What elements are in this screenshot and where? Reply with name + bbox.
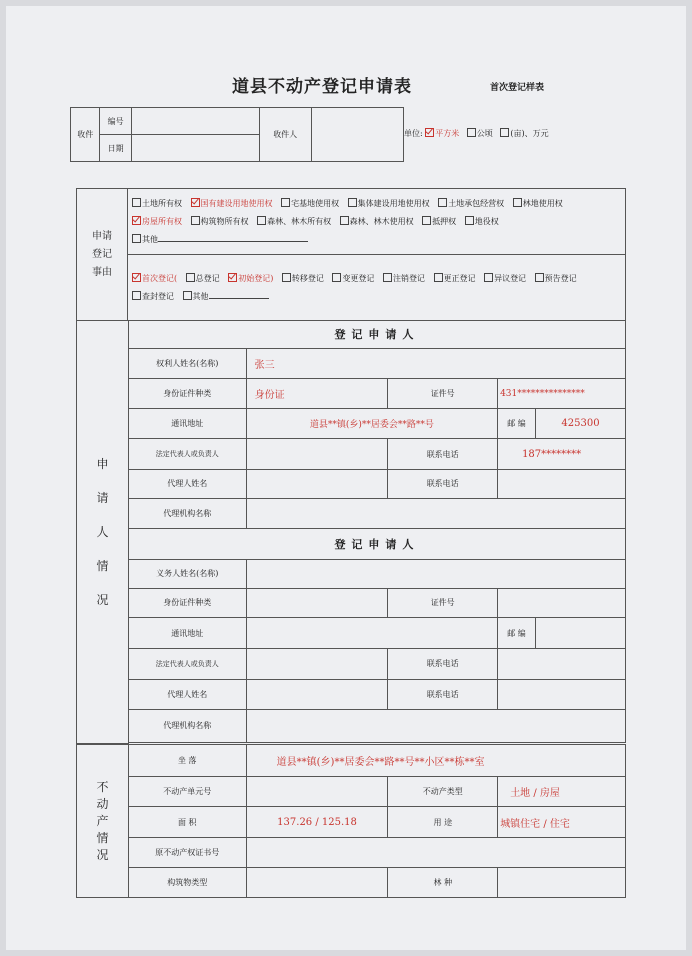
address-field[interactable]: 道县**镇(乡)**居委会**路**号 xyxy=(246,408,497,439)
checkbox-icon xyxy=(467,128,476,137)
right-option[interactable]: 土地所有权 xyxy=(132,199,182,208)
type-option[interactable]: 首次登记( xyxy=(132,274,177,283)
postcode-label: 邮 编 xyxy=(498,408,536,439)
form-title: 道县不动产登记申请表 xyxy=(232,77,412,97)
form-subtitle: 首次登记样表 xyxy=(490,83,545,93)
checkbox-icon xyxy=(422,216,431,225)
id-type-label: 身份证件种类 xyxy=(128,379,246,409)
phone-field[interactable]: 187******** xyxy=(498,439,626,470)
checkbox-icon xyxy=(383,273,392,282)
right-option[interactable]: 宅基地使用权 xyxy=(281,199,339,208)
checkbox-checked-icon xyxy=(132,216,141,225)
checkbox-checked-icon xyxy=(132,273,141,282)
agent-phone-label: 联系电话 xyxy=(388,470,498,499)
forest-type-label: 林 种 xyxy=(388,868,498,898)
property-side-label: 不 动 产 情 况 xyxy=(77,745,129,898)
checkbox-icon xyxy=(465,216,474,225)
checkbox-icon xyxy=(500,128,509,137)
type-option[interactable]: 异议登记 xyxy=(484,274,526,283)
type-option[interactable]: 初始登记) xyxy=(228,274,273,283)
area-label: 面 积 xyxy=(128,807,246,838)
registration-matters-table xyxy=(76,188,626,321)
obligor-name-field[interactable] xyxy=(246,560,625,589)
receiver-label: 收件人 xyxy=(259,108,311,162)
type-option[interactable]: 转移登记 xyxy=(282,274,324,283)
checkbox-checked-icon xyxy=(425,128,434,137)
agent-phone-field-2[interactable] xyxy=(498,679,626,710)
checkbox-icon xyxy=(183,291,192,300)
registration-type-options xyxy=(128,255,626,321)
agency-name-label-2: 代理机构名称 xyxy=(128,710,246,743)
checkbox-icon xyxy=(438,198,447,207)
checkbox-icon xyxy=(186,273,195,282)
matters-label: 申请 登记 事由 xyxy=(77,189,128,321)
type-option[interactable]: 变更登记 xyxy=(332,274,374,283)
original-cert-label: 原不动产权证书号 xyxy=(128,838,246,868)
applicant-table xyxy=(76,320,626,744)
obligor-name-label: 义务人姓名(名称) xyxy=(128,560,246,589)
id-number-label-2: 证件号 xyxy=(388,588,498,618)
address-field-2[interactable] xyxy=(246,618,497,649)
area-field[interactable]: 137.26 / 125.18 xyxy=(246,807,388,838)
unit-option-mu[interactable]: (亩)、万元 xyxy=(500,129,548,138)
property-type-label: 不动产类型 xyxy=(388,777,498,807)
checkbox-icon xyxy=(132,291,141,300)
use-label: 用 途 xyxy=(388,807,498,838)
use-field[interactable]: 城镇住宅 / 住宅 xyxy=(498,807,626,838)
receipt-box xyxy=(70,107,404,162)
agent-name-label: 代理人姓名 xyxy=(128,470,246,499)
receipt-label: 收件 xyxy=(71,108,100,162)
unit-number-field[interactable] xyxy=(246,777,388,807)
section-header-applicant: 登记申请人 xyxy=(128,321,625,349)
checkbox-checked-icon xyxy=(191,198,200,207)
right-option[interactable]: 土地承包经营权 xyxy=(438,199,504,208)
checkbox-icon xyxy=(191,216,200,225)
agency-name-field[interactable] xyxy=(246,498,625,529)
number-label: 编号 xyxy=(100,108,131,135)
checkbox-icon xyxy=(513,198,522,207)
id-number-label: 证件号 xyxy=(388,379,498,409)
right-option[interactable]: 房屋所有权 xyxy=(132,217,182,226)
legal-rep-label: 法定代表人或负责人 xyxy=(128,439,246,470)
postcode-field-2[interactable] xyxy=(536,618,626,649)
agent-phone-field[interactable] xyxy=(498,470,626,499)
agent-phone-label-2: 联系电话 xyxy=(388,679,498,710)
number-field[interactable] xyxy=(131,108,259,135)
checkbox-icon xyxy=(340,216,349,225)
legal-rep-field[interactable] xyxy=(246,439,388,470)
checkbox-icon xyxy=(484,273,493,282)
checkbox-checked-icon xyxy=(228,273,237,282)
legal-rep-label-2: 法定代表人或负责人 xyxy=(128,648,246,679)
holder-name-field[interactable]: 张三 xyxy=(246,348,625,379)
checkbox-icon xyxy=(535,273,544,282)
type-option[interactable]: 更正登记 xyxy=(434,274,476,283)
checkbox-icon xyxy=(281,198,290,207)
phone-field-2[interactable] xyxy=(498,648,626,679)
original-cert-field[interactable] xyxy=(246,838,625,868)
id-number-field-2[interactable] xyxy=(498,588,626,618)
id-number-field[interactable]: 431*************** xyxy=(498,379,626,409)
postcode-label-2: 邮 编 xyxy=(498,618,536,649)
location-field[interactable]: 道县**镇(乡)**居委会**路**号**小区**栋**室 xyxy=(246,745,625,777)
address-label: 通讯地址 xyxy=(128,408,246,439)
checkbox-icon xyxy=(348,198,357,207)
type-option[interactable]: 注销登记 xyxy=(383,274,425,283)
agent-name-label-2: 代理人姓名 xyxy=(128,679,246,710)
location-label: 坐 落 xyxy=(128,745,246,777)
right-option[interactable]: 构筑物所有权 xyxy=(191,217,249,226)
unit-number-label: 不动产单元号 xyxy=(128,777,246,807)
property-table xyxy=(76,744,626,898)
type-option[interactable]: 预告登记 xyxy=(535,274,577,283)
unit-label: 单位: xyxy=(404,129,423,138)
unit-selector xyxy=(404,128,554,139)
right-option[interactable]: 森林、林木使用权 xyxy=(340,217,414,226)
right-option[interactable]: 抵押权 xyxy=(422,217,456,226)
forest-type-field[interactable] xyxy=(498,868,626,898)
applicant-side-label: 申 请 人 情 况 xyxy=(77,321,129,744)
section-header-applicant-2: 登记申请人 xyxy=(128,529,625,560)
type-option[interactable]: 其他 xyxy=(183,292,269,301)
structure-type-field[interactable] xyxy=(246,868,388,898)
address-label-2: 通讯地址 xyxy=(128,618,246,649)
structure-type-label: 构筑物类型 xyxy=(128,868,246,898)
other-type-blank[interactable] xyxy=(209,290,269,299)
right-type-options xyxy=(128,189,626,255)
legal-rep-field-2[interactable] xyxy=(246,648,388,679)
right-option[interactable]: 林地使用权 xyxy=(513,199,563,208)
other-right-blank[interactable] xyxy=(158,233,308,242)
checkbox-icon xyxy=(132,234,141,243)
postcode-field[interactable]: 425300 xyxy=(536,408,626,439)
agent-name-field-2[interactable] xyxy=(246,679,388,710)
id-type-label-2: 身份证件种类 xyxy=(128,588,246,618)
agent-name-field[interactable] xyxy=(246,470,388,499)
unit-option-sqm[interactable]: 平方米 xyxy=(425,129,459,138)
right-option[interactable]: 其他 xyxy=(132,235,308,244)
holder-name-label: 权利人姓名(名称) xyxy=(128,348,246,379)
id-type-field[interactable]: 身份证 xyxy=(246,379,388,409)
date-label: 日期 xyxy=(100,135,131,162)
phone-label-2: 联系电话 xyxy=(388,648,498,679)
receiver-field[interactable] xyxy=(311,108,403,162)
unit-option-hectare[interactable]: 公顷 xyxy=(467,129,493,138)
checkbox-icon xyxy=(132,198,141,207)
date-field[interactable] xyxy=(131,135,259,162)
right-option[interactable]: 地役权 xyxy=(465,217,499,226)
right-option[interactable]: 森林、林木所有权 xyxy=(257,217,331,226)
agency-name-field-2[interactable] xyxy=(246,710,625,743)
checkbox-icon xyxy=(282,273,291,282)
checkbox-icon xyxy=(332,273,341,282)
checkbox-icon xyxy=(257,216,266,225)
phone-label: 联系电话 xyxy=(388,439,498,470)
type-option[interactable]: 总登记 xyxy=(186,274,220,283)
property-type-field[interactable]: 土地 / 房屋 xyxy=(498,777,626,807)
agency-name-label: 代理机构名称 xyxy=(128,498,246,529)
right-option[interactable]: 集体建设用地使用权 xyxy=(348,199,430,208)
right-option[interactable]: 国有建设用地使用权 xyxy=(191,199,273,208)
id-type-field-2[interactable] xyxy=(246,588,388,618)
type-option[interactable]: 查封登记 xyxy=(132,292,174,301)
checkbox-icon xyxy=(434,273,443,282)
